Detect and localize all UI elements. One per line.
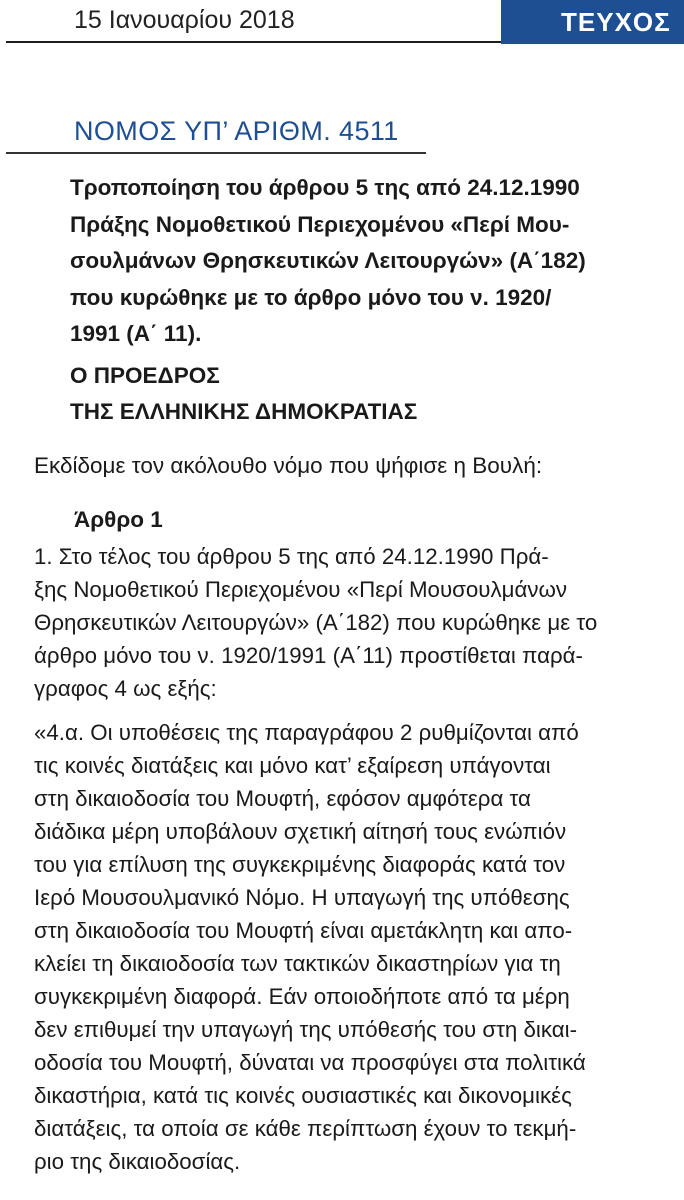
paragraph-line: 1. Στο τέλος του άρθρου 5 της από 24.12.1990 Πρά-	[34, 544, 549, 569]
paragraph-line: οδοσία του Μουφτή, δύναται να προσφύγει στα πολιτικά	[34, 1050, 586, 1075]
law-title: ΝΟΜΟΣ ΥΠ’ ΑΡΙΘΜ. 4511	[74, 116, 399, 146]
president-heading-line: Ο ΠΡΟΕΔΡΟΣ	[70, 363, 220, 388]
paragraph-line: στη δικαιοδοσία του Μουφτή, εφόσον αμφότερα τα	[34, 786, 531, 811]
page-header	[0, 0, 684, 44]
paragraph-line: «4.α. Οι υποθέσεις της παραγράφου 2 ρυθμίζονται από	[34, 720, 579, 745]
law-subject-line: σουλμάνων Θρησκευτικών Λειτουργών» (Α΄182)	[70, 248, 586, 273]
paragraph-line: Θρησκευτικών Λειτουργών» (Α΄182) που κυρώθηκε με το	[34, 610, 598, 635]
paragraph-line: άρθρο μόνο του ν. 1920/1991 (Α΄11) προστίθεται παρά-	[34, 643, 583, 668]
paragraph-line: δεν επιθυμεί την υπαγωγή της υπόθεσής του στη δικαι-	[34, 1017, 578, 1042]
issue-date: 15 Ιανουαρίου 2018	[74, 6, 295, 34]
article-heading: Άρθρο 1	[74, 507, 163, 532]
header-divider	[6, 41, 501, 43]
paragraph-line: δικαστήρια, κατά τις κοινές ουσιαστικές και δικονομικές	[34, 1083, 572, 1108]
paragraph-line: γραφος 4 ως εξής:	[34, 676, 217, 701]
president-heading-line: ΤΗΣ ΕΛΛΗΝΙΚΗΣ ΔΗΜΟΚΡΑΤΙΑΣ	[70, 399, 418, 424]
issue-label-box	[501, 0, 684, 44]
promulgation-text: Εκδίδομε τον ακόλουθο νόμο που ψήφισε η Βουλή:	[34, 453, 543, 478]
paragraph-line: διάδικα μέρη υποβάλουν σχετική αίτησή τους ενώπιόν	[34, 819, 567, 844]
paragraph-line: Ιερό Μουσουλμανικό Νόμο. Η υπαγωγή της υπόθεσης	[34, 885, 570, 910]
law-title-underline	[6, 152, 426, 154]
law-subject-line: Τροποποίηση του άρθρου 5 της από 24.12.1990	[70, 175, 580, 200]
issue-label: ΤΕΥΧΟΣ	[561, 7, 671, 37]
article-paragraph-2	[34, 716, 674, 1178]
law-subject-line: Πράξης Νομοθετικού Περιεχομένου «Περί Μου-	[70, 211, 570, 237]
law-subject-line: 1991 (Α΄ 11).	[70, 321, 202, 346]
article-paragraph-1	[34, 540, 674, 705]
paragraph-line: διατάξεις, τα οποία σε κάθε περίπτωση έχουν το τεκμή-	[34, 1116, 577, 1141]
paragraph-line: συγκεκριμένη διαφορά. Εάν οποιοδήποτε από τα μέρη	[34, 984, 570, 1009]
law-subject	[70, 170, 670, 353]
paragraph-line: ξης Νομοθετικού Περιεχομένου «Περί Μουσουλμάνων	[34, 577, 568, 602]
paragraph-line: ριο της δικαιοδοσίας.	[34, 1149, 241, 1174]
paragraph-line: του για επίλυση της συγκεκριμένης διαφοράς κατά τον	[34, 852, 566, 877]
president-heading	[70, 358, 417, 430]
law-subject-line: που κυρώθηκε με το άρθρο μόνο του ν. 1920/	[70, 284, 552, 310]
paragraph-line: στη δικαιοδοσία του Μουφτή είναι αμετάκλητη και απο-	[34, 918, 573, 943]
paragraph-line: τις κοινές διατάξεις και μόνο κατ’ εξαίρεση υπάγονται	[34, 753, 551, 778]
paragraph-line: κλείει τη δικαιοδοσία των τακτικών δικαστηρίων για τη	[34, 951, 561, 976]
